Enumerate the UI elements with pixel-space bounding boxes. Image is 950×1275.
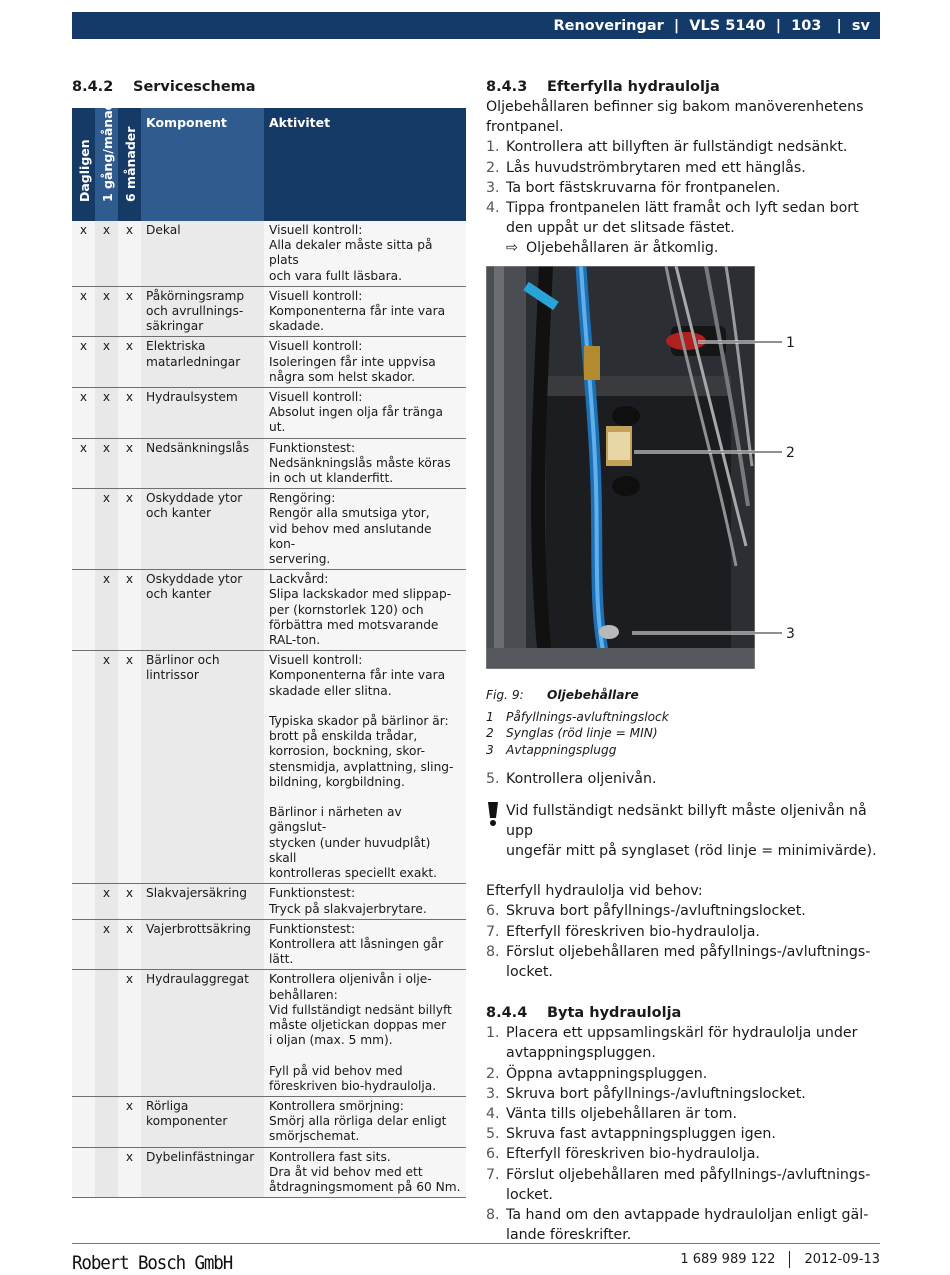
result-text: Oljebehållaren är åtkomlig.: [526, 240, 719, 257]
interval-mark: x: [118, 438, 141, 489]
doc-number: 1 689 989 122: [680, 1252, 776, 1267]
figure-legend: [486, 709, 880, 759]
activity-line: Visuell kontroll:: [269, 339, 363, 354]
interval-mark: x: [95, 919, 118, 970]
activity-cell: [264, 388, 466, 439]
table-row: [72, 221, 466, 286]
list-item: [486, 137, 880, 157]
activity-cell: [264, 337, 466, 388]
legend-item: [486, 742, 880, 759]
step-text: [506, 137, 847, 157]
legend-text: Avtappningsplugg: [506, 742, 617, 757]
activity-line: Kontrollera smörjning:: [269, 1098, 404, 1113]
activity-line: in och ut klanderfitt.: [269, 471, 394, 486]
step-number: 2.: [486, 159, 500, 176]
activity-line: Funktionstest:: [269, 440, 356, 455]
step-text: [506, 1165, 870, 1205]
activity-line: Typiska skador på bärlinor är:: [269, 714, 449, 729]
interval-mark: x: [95, 489, 118, 570]
activity-cell: [264, 286, 466, 337]
activity-line: måste oljetickan doppas mer: [269, 1017, 447, 1032]
activity-line: Komponenterna får inte vara: [269, 304, 446, 319]
activity-line: Funktionstest:: [269, 886, 356, 901]
refill-intro: Efterfyll hydraulolja vid behov:: [486, 883, 703, 900]
step-number: 6.: [486, 1146, 500, 1163]
step-text: [506, 1205, 868, 1245]
activity-line: servering.: [269, 552, 331, 567]
activity-line: några som helst skador.: [269, 369, 416, 384]
interval-mark: [72, 489, 95, 570]
activity-line: skadade eller slitna.: [269, 683, 392, 698]
activity-line: Visuell kontroll:: [269, 390, 363, 405]
col-header-6months: 6 månader: [118, 108, 141, 221]
interval-mark: [95, 1147, 118, 1198]
intro-text: [486, 97, 880, 137]
component-cell: [141, 337, 264, 388]
component-cell: [141, 919, 264, 970]
activity-cell: [264, 489, 466, 570]
table-row: [72, 489, 466, 570]
step-line: Skruva fast avtappningspluggen igen.: [506, 1126, 776, 1143]
activity-cell: [264, 1147, 466, 1198]
component-cell: [141, 1096, 264, 1147]
table-row: [72, 970, 466, 1097]
hydraulic-oil-section: [486, 78, 880, 1245]
interval-mark: x: [118, 651, 141, 884]
col-header-monthly: 1 gång/månad: [95, 108, 118, 221]
component-cell: [141, 1147, 264, 1198]
intro-line: frontpanel.: [486, 119, 564, 136]
interval-mark: x: [118, 919, 141, 970]
step-line: locket.: [506, 963, 553, 980]
footer-separator: [789, 1251, 790, 1268]
page-header: Renoveringar | VLS 5140 | 103 | sv: [72, 12, 880, 39]
component-cell: [141, 570, 264, 651]
step-text: [506, 1023, 857, 1063]
exclamation-icon: [486, 801, 506, 862]
step-text: [506, 1104, 737, 1124]
component-line: och kanter: [146, 587, 212, 602]
step-number: 1.: [486, 1025, 500, 1042]
step-line: Förslut oljebehållaren med påfyllnings-/avluftnings-: [506, 1166, 871, 1183]
component-line: Dybelinfästningar: [146, 1149, 255, 1164]
list-item: [486, 1205, 880, 1245]
col-header-activity: Aktivitet: [264, 108, 466, 221]
step-line: Öppna avtappningspluggen.: [506, 1065, 708, 1082]
activity-line: korrosion, bockning, skor-: [269, 744, 426, 759]
list-item: [486, 1165, 880, 1205]
activity-cell: [264, 919, 466, 970]
list-item: [486, 1104, 880, 1124]
component-line: Oskyddade ytor: [146, 572, 243, 587]
component-cell: [141, 970, 264, 1097]
component-line: och kanter: [146, 506, 212, 521]
warning-note: [486, 801, 880, 862]
steps-list-refill: [486, 901, 880, 982]
interval-mark: x: [95, 570, 118, 651]
activity-line: i oljan (max. 5 mm).: [269, 1033, 393, 1048]
step-number: 4.: [486, 1105, 500, 1122]
component-line: Vajerbrottsäkring: [146, 921, 251, 936]
section-title: Efterfylla hydraulolja: [547, 78, 720, 95]
interval-mark: [95, 1096, 118, 1147]
activity-line: Vid fullständigt nedsänt billyft: [269, 1002, 452, 1017]
component-line: Påkörningsramp: [146, 288, 245, 303]
component-cell: [141, 651, 264, 884]
step-number: 4.: [486, 200, 500, 217]
interval-mark: x: [118, 1147, 141, 1198]
table-row: [72, 286, 466, 337]
callout-1: 1: [786, 334, 795, 351]
activity-line: lätt.: [269, 952, 294, 967]
table-row: [72, 388, 466, 439]
activity-cell: [264, 1096, 466, 1147]
step-number: 3.: [486, 179, 500, 196]
step-number: 6.: [486, 903, 500, 920]
legend-text: Synglas (röd linje = MIN): [506, 726, 658, 741]
activity-line: bildning, korgbildning.: [269, 774, 405, 789]
activity-line: Dra åt vid behov med ett: [269, 1164, 423, 1179]
section-number: 8.4.2: [72, 79, 114, 95]
intro-line: Oljebehållaren befinner sig bakom manöverenhetens: [486, 99, 864, 115]
step-line: Förslut oljebehållaren med påfyllnings-/avluftnings-: [506, 943, 871, 960]
interval-mark: [72, 1096, 95, 1147]
activity-line: Visuell kontroll:: [269, 223, 363, 237]
activity-line: Smörj alla rörliga delar enligt: [269, 1114, 447, 1129]
step-number: 5.: [486, 771, 500, 788]
interval-mark: x: [118, 970, 141, 1097]
step-line: den uppåt ur det slitsade fästet.: [506, 220, 735, 237]
component-cell: [141, 884, 264, 919]
interval-mark: x: [72, 438, 95, 489]
step-text: [506, 1064, 707, 1084]
activity-line: stycken (under huvudplåt) skall: [269, 835, 431, 865]
step-text: [506, 198, 859, 238]
interval-mark: x: [95, 884, 118, 919]
step-text: [506, 942, 870, 982]
col-header-component: Komponent: [141, 108, 264, 221]
activity-line: kontrolleras speciellt exakt.: [269, 866, 438, 881]
oil-reservoir-figure: [486, 266, 880, 671]
activity-line: skadade.: [269, 319, 324, 334]
list-item: [486, 1144, 880, 1164]
table-header-row: [72, 108, 466, 221]
legend-text: Påfyllnings-avluftningslock: [506, 709, 669, 724]
list-item: [486, 901, 880, 921]
component-line: komponenter: [146, 1114, 228, 1129]
table-row: [72, 1147, 466, 1198]
callout-3: 3: [786, 625, 795, 642]
figure-number: Fig. 9:: [486, 687, 524, 702]
activity-line: föreskriven bio-hydraulolja.: [269, 1078, 437, 1093]
component-line: Oskyddade ytor: [146, 491, 243, 506]
step-number: 3.: [486, 1085, 500, 1102]
list-item: [486, 1124, 880, 1144]
activity-line: Visuell kontroll:: [269, 288, 363, 303]
activity-line: stensmidja, avplattning, sling-: [269, 759, 454, 774]
steps-list-change-oil: [486, 1023, 880, 1245]
list-item: [486, 922, 880, 942]
activity-line: per (kornstorlek 120) och: [269, 602, 424, 617]
step-number: 8.: [486, 943, 500, 960]
legend-number: 3: [486, 742, 494, 757]
component-cell: [141, 388, 264, 439]
interval-mark: [72, 970, 95, 1097]
interval-mark: [72, 651, 95, 884]
list-item: [486, 198, 880, 238]
legend-item: [486, 725, 880, 742]
component-cell: [141, 221, 264, 286]
service-schedule-section: [72, 78, 466, 1198]
activity-line: Rengör alla smutsiga ytor,: [269, 506, 430, 521]
section-heading-844: [486, 1004, 880, 1022]
activity-line: brott på enskilda trådar,: [269, 729, 418, 744]
activity-line: åtdragningsmoment på 60 Nm.: [269, 1179, 461, 1194]
interval-mark: x: [72, 337, 95, 388]
step-text: [506, 922, 760, 942]
step-number: 5.: [486, 1126, 500, 1143]
table-row: [72, 884, 466, 919]
activity-line: Kontrollera att låsningen går: [269, 936, 444, 951]
doc-date: 2012-09-13: [804, 1252, 880, 1267]
component-line: Hydraulaggregat: [146, 972, 249, 987]
step-line: Skruva bort påfyllnings-/avluftningslocket.: [506, 903, 806, 920]
steps-list-check: [486, 769, 880, 789]
interval-mark: [95, 970, 118, 1097]
list-item: [486, 769, 880, 789]
interval-mark: [72, 1147, 95, 1198]
legend-number: 2: [486, 726, 494, 741]
table-row: [72, 570, 466, 651]
activity-line: RAL-ton.: [269, 633, 321, 648]
interval-mark: x: [118, 286, 141, 337]
interval-mark: [72, 884, 95, 919]
section-heading-843: [486, 78, 880, 96]
brand-logo: Robert Bosch GmbH: [72, 1252, 233, 1274]
step-line: Vänta tills oljebehållaren är tom.: [506, 1105, 737, 1122]
step-number: 2.: [486, 1065, 500, 1082]
component-line: och avrullnings-: [146, 304, 244, 319]
interval-mark: x: [72, 286, 95, 337]
component-line: Nedsänkningslås: [146, 440, 250, 455]
legend-number: 1: [486, 709, 494, 724]
component-line: Slakvajersäkring: [146, 886, 247, 901]
interval-mark: [72, 570, 95, 651]
activity-line: Isoleringen får inte uppvisa: [269, 354, 436, 369]
step-line: Placera ett uppsamlingskärl för hydraulolja under: [506, 1025, 858, 1042]
interval-mark: [72, 919, 95, 970]
section-title: Byta hydraulolja: [547, 1005, 682, 1022]
activity-line: Komponenterna får inte vara: [269, 668, 446, 683]
interval-mark: x: [118, 489, 141, 570]
activity-cell: [264, 884, 466, 919]
step-line: avtappningspluggen.: [506, 1045, 656, 1062]
activity-cell: [264, 970, 466, 1097]
result-arrow-icon: ⇨: [506, 240, 518, 257]
activity-line: Visuell kontroll:: [269, 653, 363, 668]
table-row: [72, 919, 466, 970]
activity-line: Alla dekaler måste sitta på plats: [269, 238, 433, 268]
step-text: [506, 178, 780, 198]
component-line: Hydraulsystem: [146, 390, 238, 405]
callout-2: 2: [786, 444, 795, 461]
interval-mark: x: [72, 388, 95, 439]
activity-line: Fyll på vid behov med: [269, 1063, 403, 1078]
list-item: [486, 1084, 880, 1104]
component-line: matarledningar: [146, 354, 241, 369]
activity-line: Slipa lackskador med slippap-: [269, 587, 452, 602]
footer-info: [680, 1251, 880, 1268]
table-row: [72, 651, 466, 884]
component-line: lintrissor: [146, 668, 199, 683]
component-line: säkringar: [146, 319, 204, 334]
activity-line: Bärlinor i närheten av gängslut-: [269, 805, 402, 835]
activity-line: Kontrollera fast sits.: [269, 1149, 391, 1164]
step-line: locket.: [506, 1186, 553, 1203]
activity-line: Rengöring:: [269, 491, 336, 506]
interval-mark: x: [118, 884, 141, 919]
step-line: lande föreskrifter.: [506, 1227, 632, 1244]
component-line: Rörliga: [146, 1098, 189, 1113]
component-line: Dekal: [146, 223, 181, 237]
activity-line: Tryck på slakvajerbrytare.: [269, 901, 427, 916]
step-text: [506, 1124, 776, 1144]
activity-line: Nedsänkningslås måste köras: [269, 455, 451, 470]
activity-line: [269, 790, 461, 805]
step-text: Kontrollera oljenivån.: [506, 771, 657, 788]
footer-divider: [72, 1243, 880, 1244]
activity-cell: [264, 221, 466, 286]
step-number: 8.: [486, 1206, 500, 1223]
steps-list-refill-prep: [486, 137, 880, 238]
list-item: [486, 1023, 880, 1063]
step-number: 1.: [486, 139, 500, 156]
step-line: Ta bort fästskruvarna för frontpanelen.: [506, 179, 781, 196]
result-line: [486, 238, 880, 258]
interval-mark: x: [118, 388, 141, 439]
component-cell: [141, 489, 264, 570]
activity-cell: [264, 651, 466, 884]
step-text: [506, 158, 806, 178]
activity-line: och vara fullt läsbara.: [269, 268, 402, 283]
activity-line: Funktionstest:: [269, 921, 356, 936]
activity-line: [269, 1048, 461, 1063]
callout-leader-lines: [486, 266, 880, 671]
interval-mark: x: [95, 651, 118, 884]
step-line: Tippa frontpanelen lätt framåt och lyft sedan bort: [506, 200, 859, 217]
list-item: [486, 942, 880, 982]
step-text: [506, 1084, 806, 1104]
legend-item: [486, 709, 880, 726]
warning-line: Vid fullständigt nedsänkt billyft måste oljenivån nå upp: [506, 802, 867, 839]
section-heading-842: [72, 78, 466, 96]
activity-cell: [264, 438, 466, 489]
step-line: Ta hand om den avtappade hydrauloljan enligt gäl-: [506, 1206, 869, 1223]
step-number: 7.: [486, 923, 500, 940]
step-line: Lås huvudströmbrytaren med ett hänglås.: [506, 159, 806, 176]
activity-line: Absolut ingen olja får tränga ut.: [269, 405, 443, 435]
service-schedule-table: [72, 101, 466, 1198]
activity-line: vid behov med anslutande kon-: [269, 521, 432, 551]
section-number: 8.4.4: [486, 1005, 528, 1022]
table-row: [72, 1096, 466, 1147]
step-line: Efterfyll föreskriven bio-hydraulolja.: [506, 923, 760, 940]
component-cell: [141, 438, 264, 489]
activity-line: förbättra med motsvarande: [269, 617, 439, 632]
component-line: Elektriska: [146, 339, 206, 354]
interval-mark: x: [118, 221, 141, 286]
component-line: Bärlinor och: [146, 653, 220, 668]
interval-mark: x: [95, 438, 118, 489]
interval-mark: x: [118, 337, 141, 388]
interval-mark: x: [95, 286, 118, 337]
step-line: Efterfyll föreskriven bio-hydraulolja.: [506, 1146, 760, 1163]
step-line: Skruva bort påfyllnings-/avluftningslocket.: [506, 1085, 806, 1102]
figure-title: Oljebehållare: [547, 687, 639, 702]
interval-mark: x: [118, 570, 141, 651]
warning-line: ungefär mitt på synglaset (röd linje = minimivärde).: [506, 842, 877, 859]
list-item: [486, 158, 880, 178]
interval-mark: x: [95, 337, 118, 388]
step-number: 7.: [486, 1166, 500, 1183]
activity-line: behållaren:: [269, 987, 338, 1002]
section-number: 8.4.3: [486, 78, 528, 95]
activity-line: Kontrollera oljenivån i olje-: [269, 972, 432, 987]
col-header-daily: Dagligen: [72, 108, 95, 221]
activity-line: smörjschemat.: [269, 1129, 360, 1144]
interval-mark: x: [72, 221, 95, 286]
list-item: [486, 1064, 880, 1084]
activity-line: Lackvård:: [269, 572, 329, 587]
table-row: [72, 337, 466, 388]
interval-mark: x: [95, 388, 118, 439]
interval-mark: x: [118, 1096, 141, 1147]
interval-mark: x: [95, 221, 118, 286]
figure-caption: [486, 685, 880, 705]
step-line: Kontrollera att billyften är fullständigt nedsänkt.: [506, 139, 848, 156]
component-cell: [141, 286, 264, 337]
activity-cell: [264, 570, 466, 651]
list-item: [486, 178, 880, 198]
section-title: Serviceschema: [133, 79, 256, 95]
activity-line: [269, 699, 461, 714]
table-row: [72, 438, 466, 489]
step-text: [506, 1144, 760, 1164]
step-text: [506, 901, 806, 921]
